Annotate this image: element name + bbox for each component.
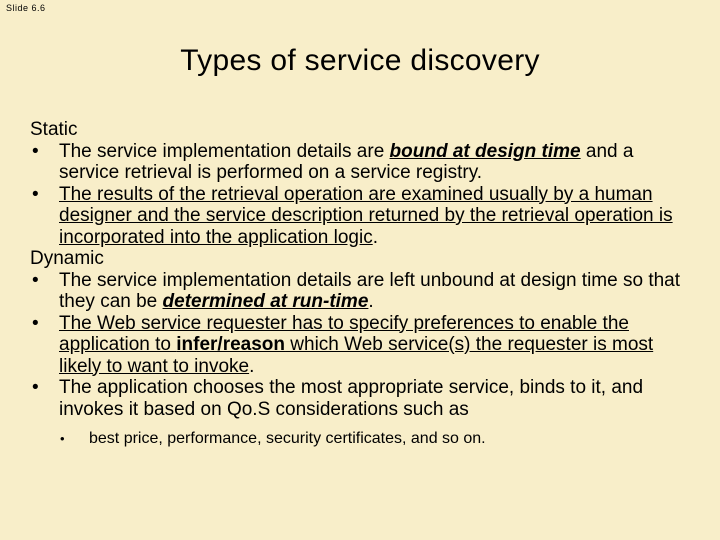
dynamic-heading: Dynamic bbox=[30, 248, 104, 269]
static-bullet-2 bbox=[30, 184, 698, 249]
text-run: and a service retrieval is performed on a service registry. bbox=[59, 140, 634, 183]
emphasis-determined-at-run-time: determined at run-time bbox=[162, 291, 369, 312]
slide-body bbox=[30, 119, 698, 464]
underlined-text-run: The Web service requester has to specify preferences to enable the application to bbox=[59, 312, 629, 355]
dynamic-bullet-1 bbox=[30, 270, 698, 313]
underlined-results-text: The results of the retrieval operation are examined usually by a human designer and the service description returned by the retrieval operation is incorporated into the application logic bbox=[59, 183, 673, 248]
text-run: . bbox=[368, 291, 374, 312]
slide-number: Slide 6.6 bbox=[6, 3, 46, 13]
dynamic-bullet-3: • The application chooses the most appropriate service, binds to it, and invokes it based on Qo.S considerations such as bbox=[30, 377, 698, 420]
static-heading: Static bbox=[30, 119, 78, 140]
text-run: . bbox=[372, 226, 378, 248]
dynamic-bullet-2 bbox=[30, 313, 698, 378]
underlined-text-run: which Web service(s) the requester is most likely to want to invoke bbox=[59, 334, 654, 377]
text-run: . bbox=[249, 355, 255, 377]
emphasis-bound-at-design-time: bound at design time bbox=[389, 140, 581, 162]
dynamic-sub-bullet: • best price, performance, security certificates, and so on. bbox=[30, 429, 698, 448]
emphasis-infer-reason: infer/reason bbox=[176, 334, 286, 355]
slide-title: Types of service discovery bbox=[180, 44, 540, 77]
static-bullet-1 bbox=[30, 141, 698, 184]
text-run: The service implementation details are bbox=[59, 140, 390, 162]
text-run: The service implementation details are left unbound at design time so that they can be bbox=[59, 269, 681, 312]
